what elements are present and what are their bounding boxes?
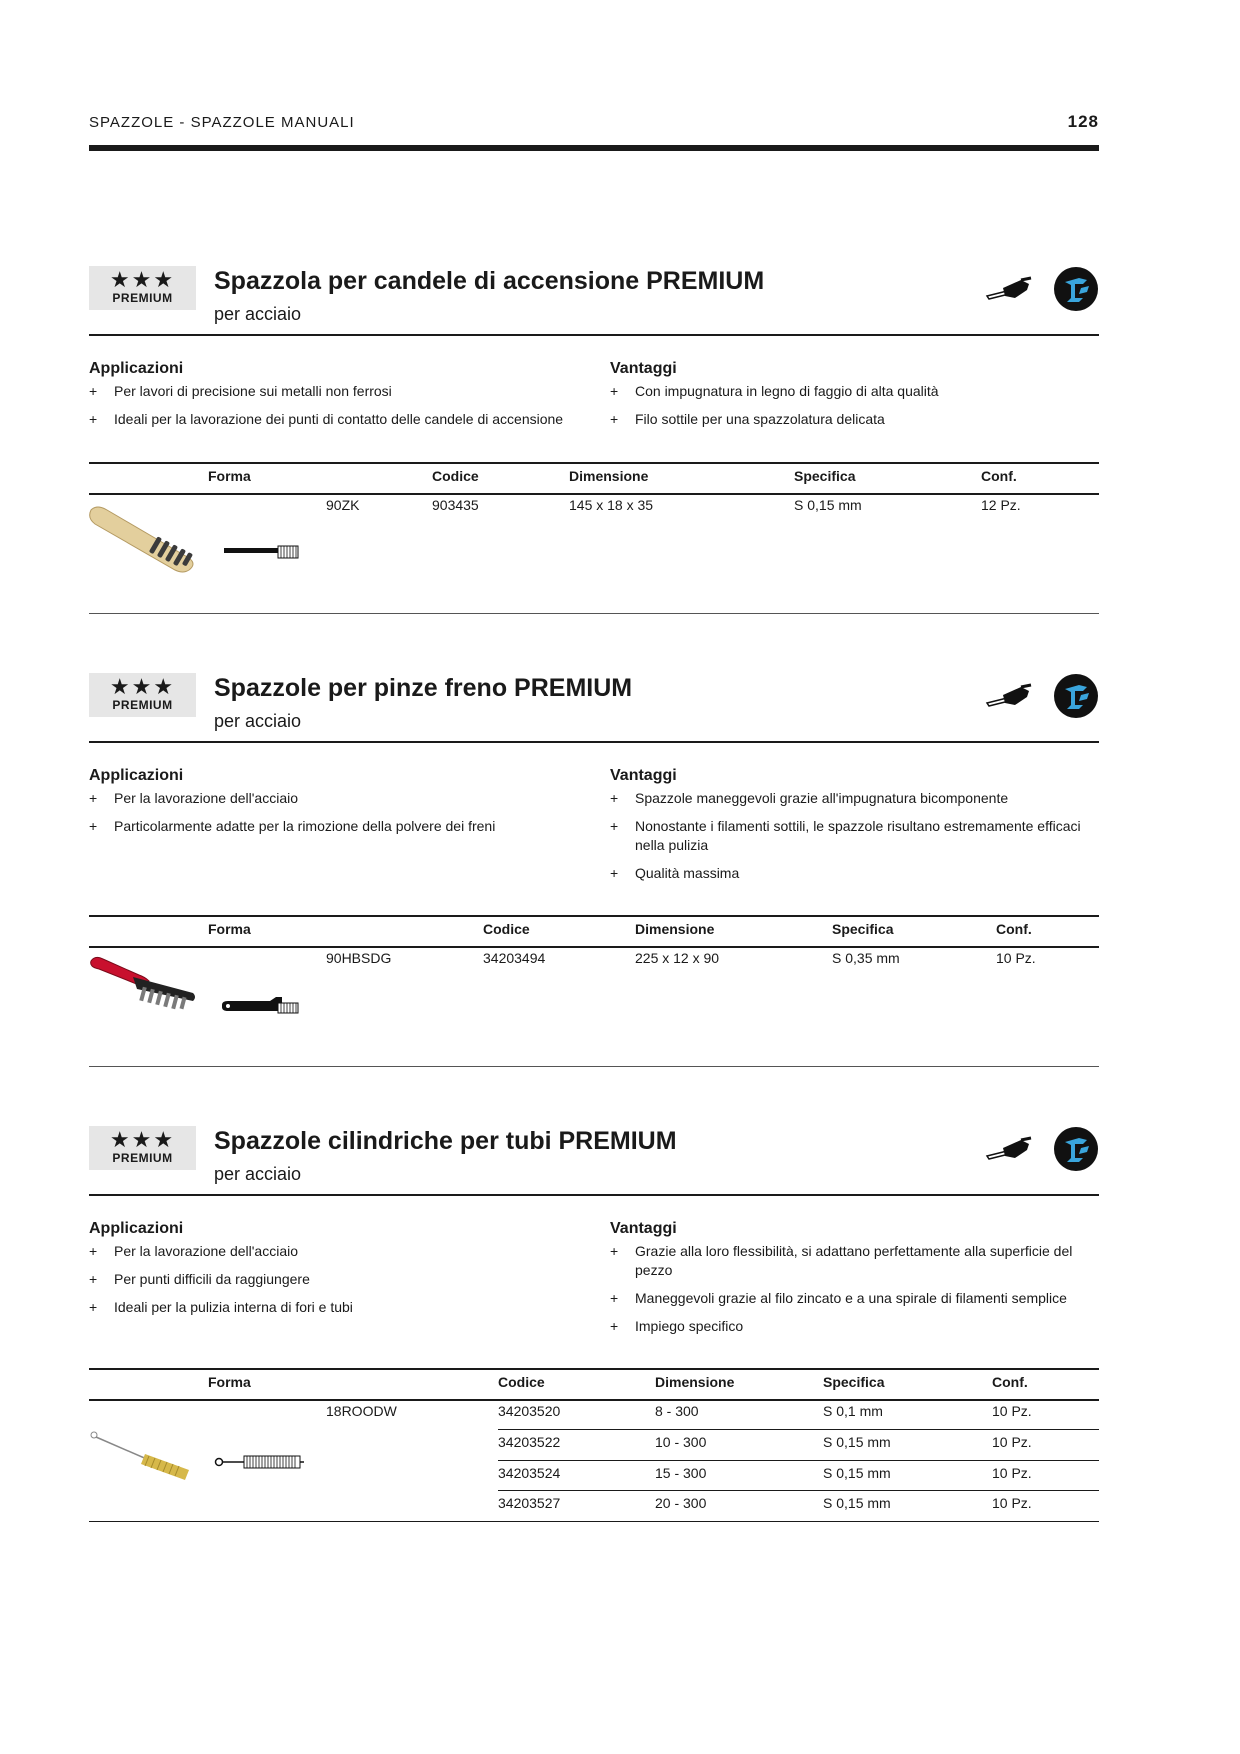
col-pack: Conf. — [981, 468, 1017, 484]
table-header-rule — [89, 493, 1099, 495]
product-photo-brake-brush — [89, 955, 199, 1013]
list-item: + Qualità massima — [610, 864, 1099, 883]
list-item: + Per la lavorazione dell'acciaio — [89, 1242, 589, 1261]
col-code: Codice — [483, 921, 530, 937]
cell-pack: 10 Pz. — [992, 1403, 1032, 1419]
cell-dimension: 145 x 18 x 35 — [569, 497, 654, 513]
row-divider — [498, 1460, 1099, 1461]
table-header-rule — [89, 946, 1099, 948]
product-title: Spazzole cilindriche per tubi PREMIUM — [214, 1127, 677, 1155]
cell-code: 34203522 — [498, 1434, 561, 1450]
product-block-tube-brush — [89, 1126, 1099, 1526]
technical-drawing — [224, 542, 304, 562]
col-spec: Specifica — [794, 468, 856, 484]
premium-label: PREMIUM — [112, 291, 173, 305]
model-code: 90ZK — [326, 497, 360, 513]
col-form: Forma — [208, 921, 251, 937]
list-item: + Spazzole maneggevoli grazie all'impugnatura bicomponente — [610, 789, 1099, 808]
cell-dimension: 225 x 12 x 90 — [635, 950, 720, 966]
fire-tool-icon — [1053, 673, 1099, 719]
hand-brush-icon — [985, 276, 1033, 304]
list-item: + Ideali per la lavorazione dei punti di contatto delle candele di accensione — [89, 410, 589, 429]
section-title: SPAZZOLE - SPAZZOLE MANUALI — [89, 114, 355, 131]
fire-tool-icon — [1053, 1126, 1099, 1172]
col-form: Forma — [208, 468, 251, 484]
section-bottom-rule — [89, 613, 1099, 614]
col-spec: Specifica — [823, 1374, 885, 1390]
cell-spec: S 0,15 mm — [794, 497, 862, 513]
applications-list — [89, 382, 589, 438]
col-dimension: Dimensione — [655, 1374, 735, 1390]
advantages-list — [610, 382, 1099, 438]
premium-badge — [89, 673, 196, 717]
product-subtitle: per acciaio — [214, 1164, 302, 1184]
advantages-heading: Vantaggi — [610, 360, 677, 377]
advantages-list — [610, 789, 1099, 892]
advantages-heading: Vantaggi — [610, 1220, 677, 1237]
list-item: + Nonostante i filamenti sottili, le spazzole risultano estremamente efficaci nella pulizia — [610, 817, 1099, 855]
list-item: + Per punti difficili da raggiungere — [89, 1270, 589, 1289]
table-top-rule — [89, 462, 1099, 464]
col-spec: Specifica — [832, 921, 894, 937]
cell-code: 34203527 — [498, 1495, 561, 1511]
cell-spec: S 0,15 mm — [823, 1495, 891, 1511]
row-divider — [498, 1490, 1099, 1491]
applications-heading: Applicazioni — [89, 1220, 184, 1237]
cell-spec: S 0,15 mm — [823, 1465, 891, 1481]
col-pack: Conf. — [992, 1374, 1028, 1390]
title-divider — [89, 741, 1099, 743]
applications-heading: Applicazioni — [89, 360, 184, 377]
product-photo-spark-plug-brush — [89, 500, 199, 578]
cell-spec: S 0,1 mm — [823, 1403, 883, 1419]
applications-list — [89, 1242, 589, 1326]
col-dimension: Dimensione — [635, 921, 715, 937]
hand-brush-icon — [985, 1136, 1033, 1164]
page-header — [89, 112, 1099, 132]
advantages-list — [610, 1242, 1099, 1345]
advantages-heading: Vantaggi — [610, 767, 677, 784]
col-form: Forma — [208, 1374, 251, 1390]
cell-dimension: 10 - 300 — [655, 1434, 707, 1450]
list-item: + Maneggevoli grazie al filo zincato e a una spirale di filamenti semplice — [610, 1289, 1099, 1308]
cell-pack: 10 Pz. — [996, 950, 1036, 966]
table-top-rule — [89, 915, 1099, 917]
list-item: + Particolarmente adatte per la rimozione della polvere dei freni — [89, 817, 589, 836]
product-photo-tube-brush — [89, 1430, 194, 1482]
applications-list — [89, 789, 589, 845]
list-item: + Per lavori di precisione sui metalli non ferrosi — [89, 382, 589, 401]
col-code: Codice — [498, 1374, 545, 1390]
model-code: 18ROODW — [326, 1403, 397, 1419]
title-divider — [89, 334, 1099, 336]
section-bottom-rule — [89, 1066, 1099, 1067]
title-divider — [89, 1194, 1099, 1196]
premium-label: PREMIUM — [112, 1151, 173, 1165]
col-dimension: Dimensione — [569, 468, 649, 484]
list-item: + Grazie alla loro flessibilità, si adattano perfettamente alla superficie del pezzo — [610, 1242, 1099, 1280]
page-number: 128 — [1067, 112, 1099, 131]
product-title: Spazzole per pinze freno PREMIUM — [214, 674, 633, 702]
product-subtitle: per acciaio — [214, 304, 302, 324]
list-item: + Filo sottile per una spazzolatura delicata — [610, 410, 1099, 429]
list-item: + Ideali per la pulizia interna di fori e tubi — [89, 1298, 589, 1317]
cell-pack: 10 Pz. — [992, 1434, 1032, 1450]
list-item: + Con impugnatura in legno di faggio di alta qualità — [610, 382, 1099, 401]
stars-icon: ★★★ — [109, 267, 176, 292]
cell-pack: 10 Pz. — [992, 1465, 1032, 1481]
cell-code: 34203524 — [498, 1465, 561, 1481]
cell-code: 903435 — [432, 497, 479, 513]
technical-drawing — [222, 995, 302, 1017]
header-divider — [89, 145, 1099, 151]
product-title: Spazzola per candele di accensione PREMIUM — [214, 267, 765, 295]
premium-label: PREMIUM — [112, 698, 173, 712]
table-header-rule — [89, 1399, 1099, 1401]
col-pack: Conf. — [996, 921, 1032, 937]
stars-icon: ★★★ — [109, 1127, 176, 1152]
row-divider — [498, 1429, 1099, 1430]
hand-brush-icon — [985, 683, 1033, 711]
cell-dimension: 20 - 300 — [655, 1495, 707, 1511]
section-bottom-rule — [89, 1521, 1099, 1522]
model-code: 90HBSDG — [326, 950, 392, 966]
list-item: + Impiego specifico — [610, 1317, 1099, 1336]
table-top-rule — [89, 1368, 1099, 1370]
premium-badge — [89, 266, 196, 310]
applications-heading: Applicazioni — [89, 767, 184, 784]
fire-tool-icon — [1053, 266, 1099, 312]
product-block-spark-plug-brush — [89, 266, 1099, 616]
cell-pack: 12 Pz. — [981, 497, 1021, 513]
premium-badge — [89, 1126, 196, 1170]
cell-spec: S 0,15 mm — [823, 1434, 891, 1450]
cell-code: 34203494 — [483, 950, 546, 966]
cell-code: 34203520 — [498, 1403, 561, 1419]
product-subtitle: per acciaio — [214, 711, 302, 731]
stars-icon: ★★★ — [109, 674, 176, 699]
cell-spec: S 0,35 mm — [832, 950, 900, 966]
cell-dimension: 15 - 300 — [655, 1465, 707, 1481]
col-code: Codice — [432, 468, 479, 484]
product-block-brake-brush — [89, 673, 1099, 1073]
list-item: + Per la lavorazione dell'acciaio — [89, 789, 589, 808]
technical-drawing — [214, 1452, 306, 1472]
cell-dimension: 8 - 300 — [655, 1403, 699, 1419]
cell-pack: 10 Pz. — [992, 1495, 1032, 1511]
